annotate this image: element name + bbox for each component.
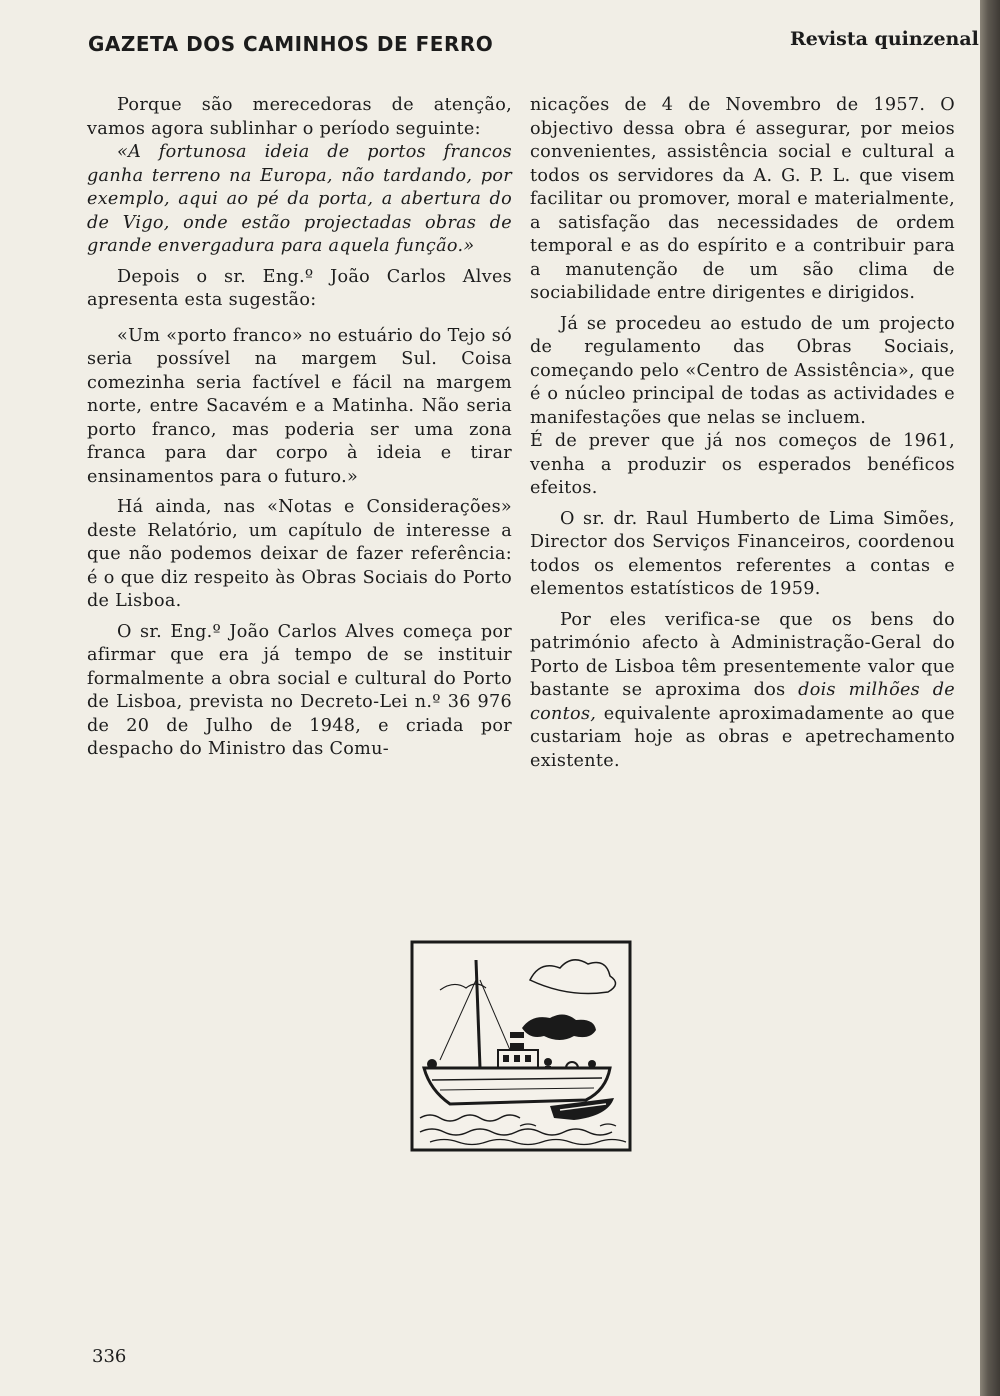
paragraph bbox=[530, 609, 955, 774]
journal-subtitle: Revista quinzenal bbox=[790, 28, 979, 50]
paragraph: O sr. Eng.º João Carlos Alves começa por afirmar que era já tempo de se instituir formalmente a obra social e cultural do Porto de Lisboa, prevista no Decreto-Lei n.º 36 976 de 20 de Julho de 1948, e criada por despacho do Ministro das Comu- bbox=[87, 621, 512, 759]
page-number: 336 bbox=[92, 1346, 127, 1367]
text-run: Por eles verifica-se que os bens do património afecto à Administração-Geral do Porto de Lisboa têm presentemente valor que bastante se aproxima dos bbox=[530, 609, 955, 700]
paragraph: Depois o sr. Eng.º João Carlos Alves apresenta esta sugestão: bbox=[87, 266, 512, 310]
journal-title: GAZETA DOS CAMINHOS DE FERRO bbox=[88, 32, 494, 56]
paragraph: O sr. dr. Raul Humberto de Lima Simões, Director dos Serviços Financeiros, coordenou todos os elementos referentes a contas e elementos estatísticos de 1959. bbox=[530, 508, 955, 599]
paragraph: nicações de 4 de Novembro de 1957. O objectivo dessa obra é assegurar, por meios convenientes, assistência social e cultural a todos os servidores da A. G. P. L. que visem facilitar ou promover, moral e materialmente, a satisfação das necessidades de ordem temporal e as do espírito e a contribuir para a manutenção de um são clima de sociabilidade entre dirigentes e dirigidos. bbox=[530, 95, 955, 303]
paragraph: É de prever que já nos começos de 1961, venha a produzir os esperados benéficos efeitos. bbox=[530, 431, 955, 498]
emphasis-text: dois milhões de contos, bbox=[530, 680, 956, 724]
text-run: equivalente aproximadamente ao que custariam hoje as obras e apetrechamento existente. bbox=[530, 703, 955, 771]
paragraph: Já se procedeu ao estudo de um projecto de regulamento das Obras Sociais, começando pelo «Centro de Assistência», que é o núcleo principal de todas as actividades e manifestações que nelas se incluem. bbox=[530, 313, 955, 428]
left-column bbox=[87, 94, 512, 769]
page-edge-shadow bbox=[980, 0, 1000, 1396]
quote-paragraph: «Um «porto franco» no estuário do Tejo só seria possível na margem Sul. Coisa comezinha seria factível e fácil na margem norte, entre Sacavém e a Matinha. Não seria porto franco, mas poderia ser uma zona franca para dar corpo à ideia e tirar ensinamentos para o futuro.» bbox=[87, 325, 512, 487]
paragraph: Porque são merecedoras de atenção, vamos agora sublinhar o período seguinte: bbox=[87, 95, 512, 139]
paragraph: Há ainda, nas «Notas e Considerações» deste Relatório, um capítulo de interesse a que não podemos deixar de fazer referência: é o que diz respeito às Obras Sociais do Porto de Lisboa. bbox=[87, 497, 512, 611]
steamboat-illustration bbox=[410, 940, 632, 1152]
quote-paragraph: «A fortunosa ideia de portos francos ganha terreno na Europa, não tardando, por exemplo, aqui ao pé da porta, a abertura do de Vigo, onde estão projectadas obras de grande envergadura para aquela função.» bbox=[87, 142, 512, 256]
right-column bbox=[530, 94, 955, 780]
